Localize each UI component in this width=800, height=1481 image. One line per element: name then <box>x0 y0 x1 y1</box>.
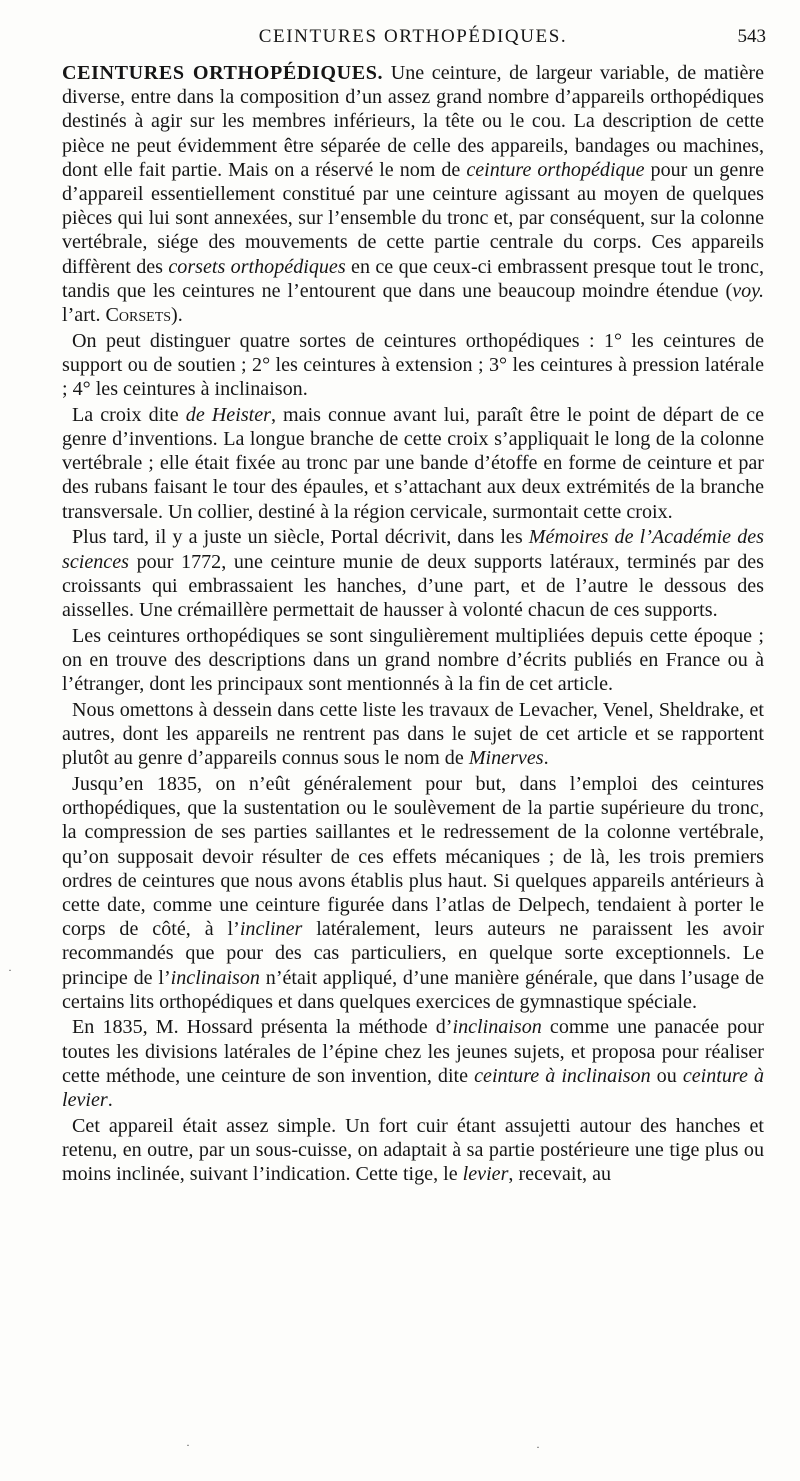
scan-speck: · <box>536 1440 540 1454</box>
text-run: ou <box>650 1064 683 1087</box>
italic-term: ceinture orthopédique <box>466 158 645 181</box>
text-run: Les ceintures orthopédiques se sont singulièrement multipliées depuis cette époque ; on en trouve des descriptions dans un grand nombre d’écrits publiés en France ou à l’étranger, dont les principaux sont mentionnés à la fin de cet article. <box>62 624 764 696</box>
italic-term: inclinaison <box>452 1016 542 1039</box>
italic-term: ceinture à levier <box>62 1064 764 1112</box>
italic-term: levier <box>462 1163 509 1186</box>
italic-term: voy. <box>732 279 764 302</box>
text-run: On peut distinguer quatre sortes de ceintures orthopédiques : 1° les ceintures de support ou de soutien ; 2° les ceintures à extension ; 3° les ceintures à pression latérale ; 4° les ceintures à inclinaison. <box>62 329 764 401</box>
italic-term: corsets orthopédiques <box>168 255 346 278</box>
article-heading: CEINTURES ORTHOPÉDIQUES. <box>62 62 384 84</box>
paragraph <box>62 698 764 771</box>
text-run: en ce que ceux-ci embrassent presque tout le tronc, tandis que les ceintures ne l’entourent que dans une beaucoup moindre étendue ( <box>62 255 765 302</box>
text-run: pour 1772, une ceinture munie de deux supports latéraux, terminés par des croissants qui embrassaient les hanches, d’une part, et de l’autre le dessous des aisselles. Une crémaillère permettait de hausser à volonté chacun de ces supports. <box>62 550 764 621</box>
text-run: . <box>107 1089 113 1112</box>
paragraph <box>62 403 764 524</box>
text-run: , recevait, au <box>508 1163 612 1186</box>
italic-term: Mémoires de l’Académie des sciences <box>62 526 765 573</box>
text-run: Jusqu’en 1835, on n’eût généralement pour but, dans l’emploi des ceintures orthopédiques, que la sustentation ou le soulèvement de la partie supérieure du tronc, la compression de ses parties saillantes et le redressement de la colonne vertébrale, qu’on supposait devoir résulter de ces effets mécaniques ; de là, les trois premiers ordres de ceintures que nous avons établis plus haut. Si quelques appareils antérieurs à cette date, comme une ceinture figurée dans l’atlas de Delpech, tendaient à porter le corps de côté, à l’ <box>62 772 764 941</box>
italic-term: incliner <box>239 918 303 941</box>
cross-reference: Corsets <box>105 304 172 327</box>
text-run: ). <box>171 304 183 327</box>
paragraph <box>62 525 764 622</box>
text-run: , mais connue avant lui, paraît être le point de départ de ce genre d’inventions. La longue branche de cette croix s’appliquait le long de la colonne vertébrale ; elle était fixée au tronc par une bande d’étoffe en forme de ceinture et par des rubans faisant le tour des épaules, et s’attachant aux deux extrémités de la branche transversale. Un collier, destiné à la région cervicale, surmontait cette croix. <box>62 403 764 523</box>
text-run: l’art. <box>62 304 106 327</box>
scan-speck: · <box>8 963 12 977</box>
text-run: n’était appliqué, d’une manière générale, que dans l’usage de certains lits orthopédiques et dans quelques exercices de gymnastique spéciale. <box>62 966 765 1013</box>
italic-term: inclinaison <box>170 966 260 989</box>
italic-term: Minerves <box>468 747 544 770</box>
text-run: Cet appareil était assez simple. Un fort cuir étant assujetti autour des hanches et retenu, en outre, par un sous-cuisse, on adaptait à sa partie postérieure une tige plus ou moins inclinée, suivant l’indication. Cette tige, le <box>62 1114 764 1186</box>
paragraph <box>62 1015 764 1112</box>
paragraph <box>62 1114 764 1187</box>
paragraph <box>62 61 764 327</box>
running-header <box>60 26 766 58</box>
page-number: 543 <box>737 26 766 47</box>
text-run: . <box>543 747 549 770</box>
italic-term: ceinture à inclinaison <box>474 1064 651 1087</box>
paragraph <box>62 624 764 697</box>
text-run: comme une panacée pour toutes les divisions latérales de l’épine chez les jeunes sujets, et proposa pour réaliser cette méthode, une ceinture de son invention, dite <box>62 1016 764 1087</box>
text-run: En 1835, M. Hossard présenta la méthode d’ <box>72 1016 453 1039</box>
italic-term: de Heister <box>185 403 271 426</box>
running-title: CEINTURES ORTHOPÉDIQUES. <box>258 26 568 47</box>
paragraph <box>62 772 764 1014</box>
text-run: Nous omettons à dessein dans cette liste les travaux de Levacher, Venel, Sheldrake, et autres, dont les appareils ne rentrent pas dans le sujet de cet article et se rapportent plutôt au genre d’appareils connus sous le nom de <box>62 698 764 770</box>
scan-speck: · <box>186 1438 190 1452</box>
text-run: La croix dite <box>72 403 186 426</box>
article-body <box>62 61 764 1188</box>
text-run: Une ceinture, de largeur variable, de matière diverse, entre dans la composition d’un assez grand nombre d’appareils orthopédiques destinés à agir sur les membres inférieurs, la tête ou le cou. La description de cette pièce ne peut évidemment être séparée de celle des appareils, bandages ou machines, dont elle fait partie. Mais on a réservé le nom de <box>62 62 765 181</box>
paragraph <box>62 329 764 402</box>
text-run: latéralement, leurs auteurs ne paraissent les avoir recommandés que pour des cas particuliers, en quelque sorte exceptionnels. Le principe de l’ <box>62 918 764 989</box>
text-run: Plus tard, il y a juste un siècle, Portal décrivit, dans les <box>72 526 529 549</box>
text-run: pour un genre d’appareil essentiellement constitué par une ceinture agissant au moyen de quelques pièces qui lui sont annexées, sur l’ensemble du tronc et, par conséquent, sur la colonne vertébrale, siége des mouvements de cette partie centrale du corps. Ces appareils diffèrent des <box>62 158 765 278</box>
